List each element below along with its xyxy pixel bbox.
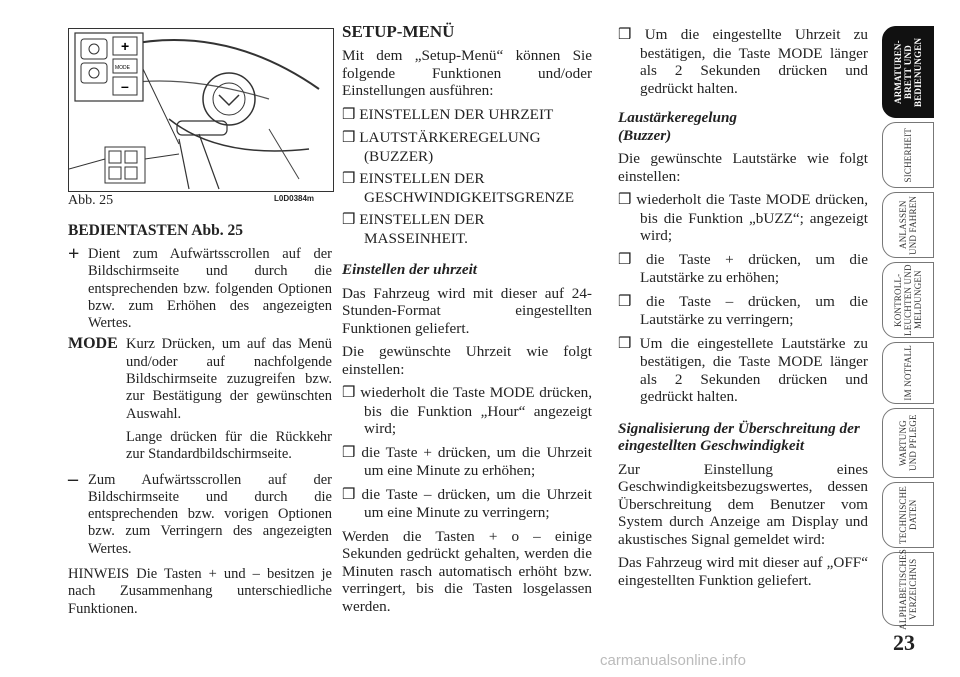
hinweis-note: HINWEIS Die Tasten + und – besitzen je nach Zusammenhang unterschiedliche Funktionen. bbox=[68, 566, 332, 617]
minus-symbol: – bbox=[68, 467, 78, 490]
bullet-icon: ❒ bbox=[342, 171, 356, 187]
buzzer-subheading: Laustärkeregelung (Buzzer) bbox=[618, 109, 737, 144]
list-item: ❒ wiederholt die Taste MODE drücken, bis die Funktion „bUZZ“; angezeigt wird; bbox=[618, 191, 868, 244]
plus-text: Dient zum Aufwärtsscrollen auf der Bildschirmseite und durch die entsprechenden bzw. folgenden Optionen bzw. zum Erhöhen des angezeigten Wertes. bbox=[88, 246, 332, 332]
clock-para-1: Das Fahrzeug wird mit dieser auf 24-Stunden-Format eingestellten Funktionen geliefert. bbox=[342, 284, 592, 337]
minus-description bbox=[68, 467, 332, 558]
setup-menu-list bbox=[342, 106, 592, 248]
page-number: 23 bbox=[893, 630, 915, 655]
minus-text: Zum Aufwärtsscrollen auf der Bildschirmseite und durch die entsprechenden bzw. vorigen Optionen bzw. zum Verringern des angezeigten Wertes. bbox=[88, 471, 332, 557]
bullet-icon: ❒ bbox=[342, 444, 356, 461]
bullet-icon: ❒ bbox=[342, 106, 356, 123]
setup-menu-heading: SETUP-MENÜ bbox=[342, 22, 455, 41]
list-item: ❒ die Taste – drücken, um die Lautstärke zu verringern; bbox=[618, 292, 869, 328]
bullet-icon: ❒ bbox=[618, 251, 632, 268]
tab-kontrollleuchten[interactable]: KONTROLL-LEUCHTEN UND MELDUNGEN bbox=[882, 262, 934, 338]
plus-symbol: + bbox=[68, 243, 80, 265]
list-item: ❒ die Taste + drücken, um die Uhrzeit um eine Minute zu erhöhen; bbox=[342, 443, 592, 479]
inset-minus-label: – bbox=[121, 78, 129, 94]
plus-description bbox=[68, 243, 332, 332]
mode-description bbox=[68, 336, 332, 463]
figure-code: L0D0384m bbox=[274, 194, 315, 203]
tab-verzeichnis[interactable]: ALPHABETISCHES VERZEICHNIS bbox=[882, 552, 934, 626]
bullet-icon: ❒ bbox=[342, 130, 356, 146]
menu-item: ❒ LAUTSTÄRKEREGELUNG (BUZZER) bbox=[342, 129, 541, 165]
tab-technische-daten[interactable]: TECHNISCHE DATEN bbox=[882, 482, 934, 548]
inset-mode-label: MODE bbox=[115, 65, 130, 71]
list-item: ❒ wiederholt die Taste MODE drücken, bis die Funktion „Hour“ angezeigt wird; bbox=[342, 384, 592, 437]
speed-subheading: Signalisierung der Überschreitung der eingestellten Geschwindigkeit bbox=[618, 419, 860, 454]
bullet-icon: ❒ bbox=[618, 335, 632, 352]
left-column bbox=[68, 222, 332, 618]
list-item: ❒ Um die eingestellte Uhrzeit zu bestätigen, die Taste MODE länger als 2 Sekunden drücken und gedrückt halten. bbox=[618, 26, 868, 97]
bullet-icon: ❒ bbox=[618, 27, 632, 43]
list-item: ❒ die Taste – drücken, um die Uhrzeit um eine Minute zu verringern; bbox=[342, 485, 592, 521]
mode-text-short-press: Kurz Drücken, um auf das Menü und/oder auf nachfolgende Bildschirmseite zuzugreifen bzw. zur Bestätigung der gewünschten Auswahl. bbox=[126, 336, 332, 422]
speed-para-2: Das Fahrzeug wird mit dieser auf „OFF“ eingestellten Funktion geliefert. bbox=[618, 554, 868, 589]
tab-wartung[interactable]: WARTUNG UND PFLEGE bbox=[882, 408, 934, 478]
tab-notfall[interactable]: IM NOTFALL bbox=[882, 342, 934, 404]
figure-steering-wheel bbox=[68, 28, 334, 192]
figure-caption: Abb. 25 bbox=[68, 193, 114, 208]
list-item: ❒ Um die eingestellete Lautstärke zu bestätigen, die Taste MODE länger als 2 Sekunden drücken und gedrückt halten. bbox=[618, 334, 869, 405]
right-column bbox=[618, 26, 868, 589]
buzzer-steps bbox=[618, 191, 868, 406]
clock-para-3: Werden die Tasten + o – einige Sekunden gedrückt gehalten, werden die Minuten rasch automatisch erhöht bzw. verringert, bis die Tasten losgelassen werden. bbox=[342, 527, 592, 615]
tab-anlassen[interactable]: ANLASSEN UND FAHREN bbox=[882, 192, 934, 258]
buzzer-para-1: Die gewünschte Lautstärke wie folgt einstellen: bbox=[618, 150, 868, 185]
speed-para-1: Zur Einstellung eines Geschwindigkeitsbezugswertes, dessen Überschreitung dem Benutzer vom System durch Anzeige am Display und akustisches Signal gemeldet wird: bbox=[618, 460, 868, 548]
list-item: ❒ die Taste + drücken, um die Lautstärke zu erhöhen; bbox=[618, 250, 868, 286]
bullet-icon: ❒ bbox=[342, 212, 356, 228]
bullet-icon: ❒ bbox=[618, 192, 632, 208]
mode-text-long-press: Lange drücken für die Rückkehr zur Standardbildschirmseite. bbox=[126, 428, 332, 463]
menu-item: ❒ EINSTELLEN DER UHRZEIT bbox=[342, 105, 554, 123]
bullet-icon: ❒ bbox=[342, 385, 356, 401]
clock-subheading: Einstellen der uhrzeit bbox=[342, 261, 478, 278]
setup-intro: Mit dem „Setup-Menü“ können Sie folgende Funktionen und/oder Einstellungen ausführen: bbox=[342, 47, 592, 99]
controls-heading: BEDIENTASTEN Abb. 25 bbox=[68, 222, 244, 239]
menu-item: ❒ EINSTELLEN DER MASSEINHEIT. bbox=[342, 211, 485, 247]
tab-sicherheit[interactable]: SICHERHEIT bbox=[882, 122, 934, 188]
clock-steps bbox=[342, 384, 592, 522]
bullet-icon: ❒ bbox=[618, 293, 632, 310]
clock-para-2: Die gewünschte Uhrzeit wie folgt einstellen: bbox=[342, 343, 592, 378]
bullet-icon: ❒ bbox=[342, 486, 356, 503]
middle-column bbox=[342, 22, 592, 615]
mode-label: MODE bbox=[68, 335, 118, 353]
inset-plus-label: + bbox=[121, 38, 130, 54]
tab-armaturenbrett[interactable]: ARMATUREN-BRETT UND BEDIENUNGEN bbox=[882, 26, 934, 118]
menu-item: ❒ EINSTELLEN DER GESCHWINDIGKEITSGRENZE bbox=[342, 170, 575, 206]
watermark: carmanualsonline.info bbox=[600, 652, 746, 669]
steering-wheel-illustration bbox=[69, 29, 333, 191]
